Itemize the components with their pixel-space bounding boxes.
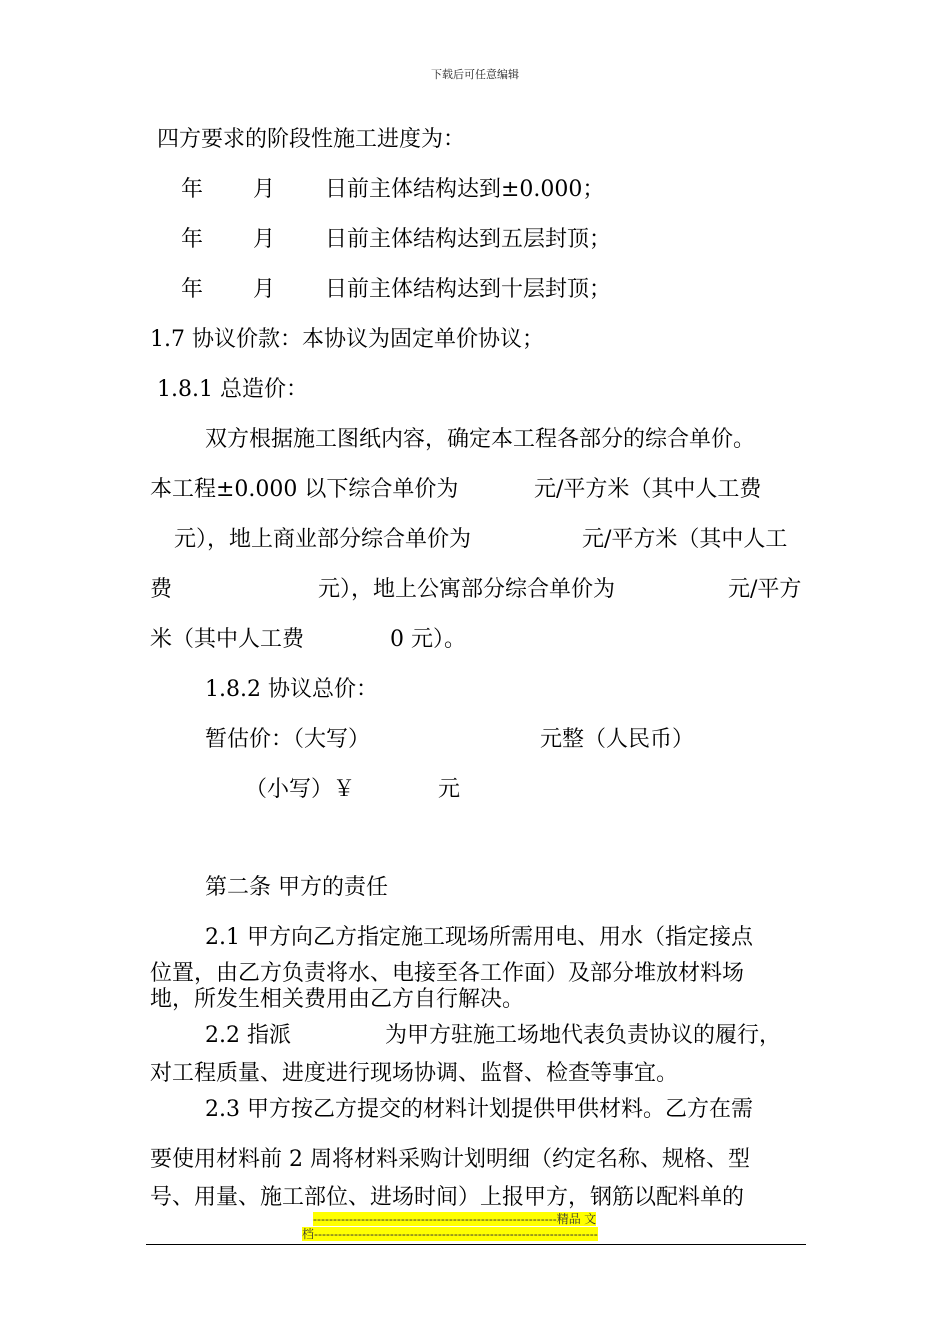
paragraph-line: 位置，由乙方负责将水、电接至各工作面）及部分堆放材料场 (150, 961, 745, 986)
footer-highlight-line: -------------------------------------------------------------精品 文 (313, 1212, 597, 1226)
date-year: 年 (181, 177, 204, 202)
footer-highlight-line: 档----------------------------------------------------------------------- (302, 1227, 598, 1241)
paragraph-line: 元/平方米（其中人工 (582, 527, 788, 552)
paragraph-line: 元），地上商业部分综合单价为 (174, 527, 472, 552)
date-month: 月 (253, 177, 276, 202)
paragraph-line: 元整（人民币） (540, 727, 695, 752)
article-heading: 第二条 甲方的责任 (205, 875, 388, 900)
date-year: 年 (181, 277, 204, 302)
paragraph-line: 元/平方 (728, 577, 802, 602)
section-heading: 1.8.2 协议总价： (205, 677, 378, 702)
paragraph-line: 2.1 甲方向乙方指定施工现场所需用电、用水（指定接点 (205, 925, 753, 950)
paragraph-line: 双方根据施工图纸内容，确定本工程各部分的综合单价。 (205, 427, 756, 452)
paragraph-line: 四方要求的阶段性施工进度为： (157, 127, 466, 152)
section-heading: 1.8.1 总造价： (157, 377, 308, 402)
paragraph-line: 米（其中人工费 (150, 627, 305, 652)
paragraph-line: 元 (438, 777, 461, 802)
date-month: 月 (253, 277, 276, 302)
paragraph-line: 对工程质量、进度进行现场协调、监督、检查等事宜。 (150, 1061, 679, 1086)
paragraph-line: 0 元）。 (390, 627, 466, 652)
date-text: 日前主体结构达到十层封顶； (325, 277, 612, 302)
paragraph-line: 本工程±0.000 以下综合单价为 (150, 477, 459, 502)
paragraph-line: 元），地上公寓部分综合单价为 (318, 577, 616, 602)
footer-divider (146, 1244, 806, 1245)
paragraph-line: 费 (150, 577, 173, 602)
paragraph-line: 2.2 指派 (205, 1023, 291, 1048)
section-heading: 1.7 协议价款：本协议为固定单价协议； (150, 327, 544, 352)
paragraph-line: 暂估价：（大写） (205, 727, 371, 752)
date-month: 月 (253, 227, 276, 252)
paragraph-line: 地，所发生相关费用由乙方自行解决。 (150, 987, 525, 1012)
paragraph-line: 为甲方驻施工场地代表负责协议的履行， (385, 1023, 782, 1048)
paragraph-line: （小写）￥ (245, 777, 356, 802)
paragraph-line: 号、用量、施工部位、进场时间）上报甲方，钢筋以配料单的 (150, 1185, 745, 1210)
paragraph-line: 元/平方米（其中人工费 (534, 477, 762, 502)
date-text: 日前主体结构达到五层封顶； (325, 227, 612, 252)
header-note: 下载后可任意编辑 (431, 68, 519, 81)
date-text: 日前主体结构达到±0.000； (325, 177, 605, 202)
date-year: 年 (181, 227, 204, 252)
paragraph-line: 2.3 甲方按乙方提交的材料计划提供甲供材料。乙方在需 (205, 1097, 753, 1122)
paragraph-line: 要使用材料前 2 周将材料采购计划明细（约定名称、规格、型 (150, 1147, 750, 1172)
